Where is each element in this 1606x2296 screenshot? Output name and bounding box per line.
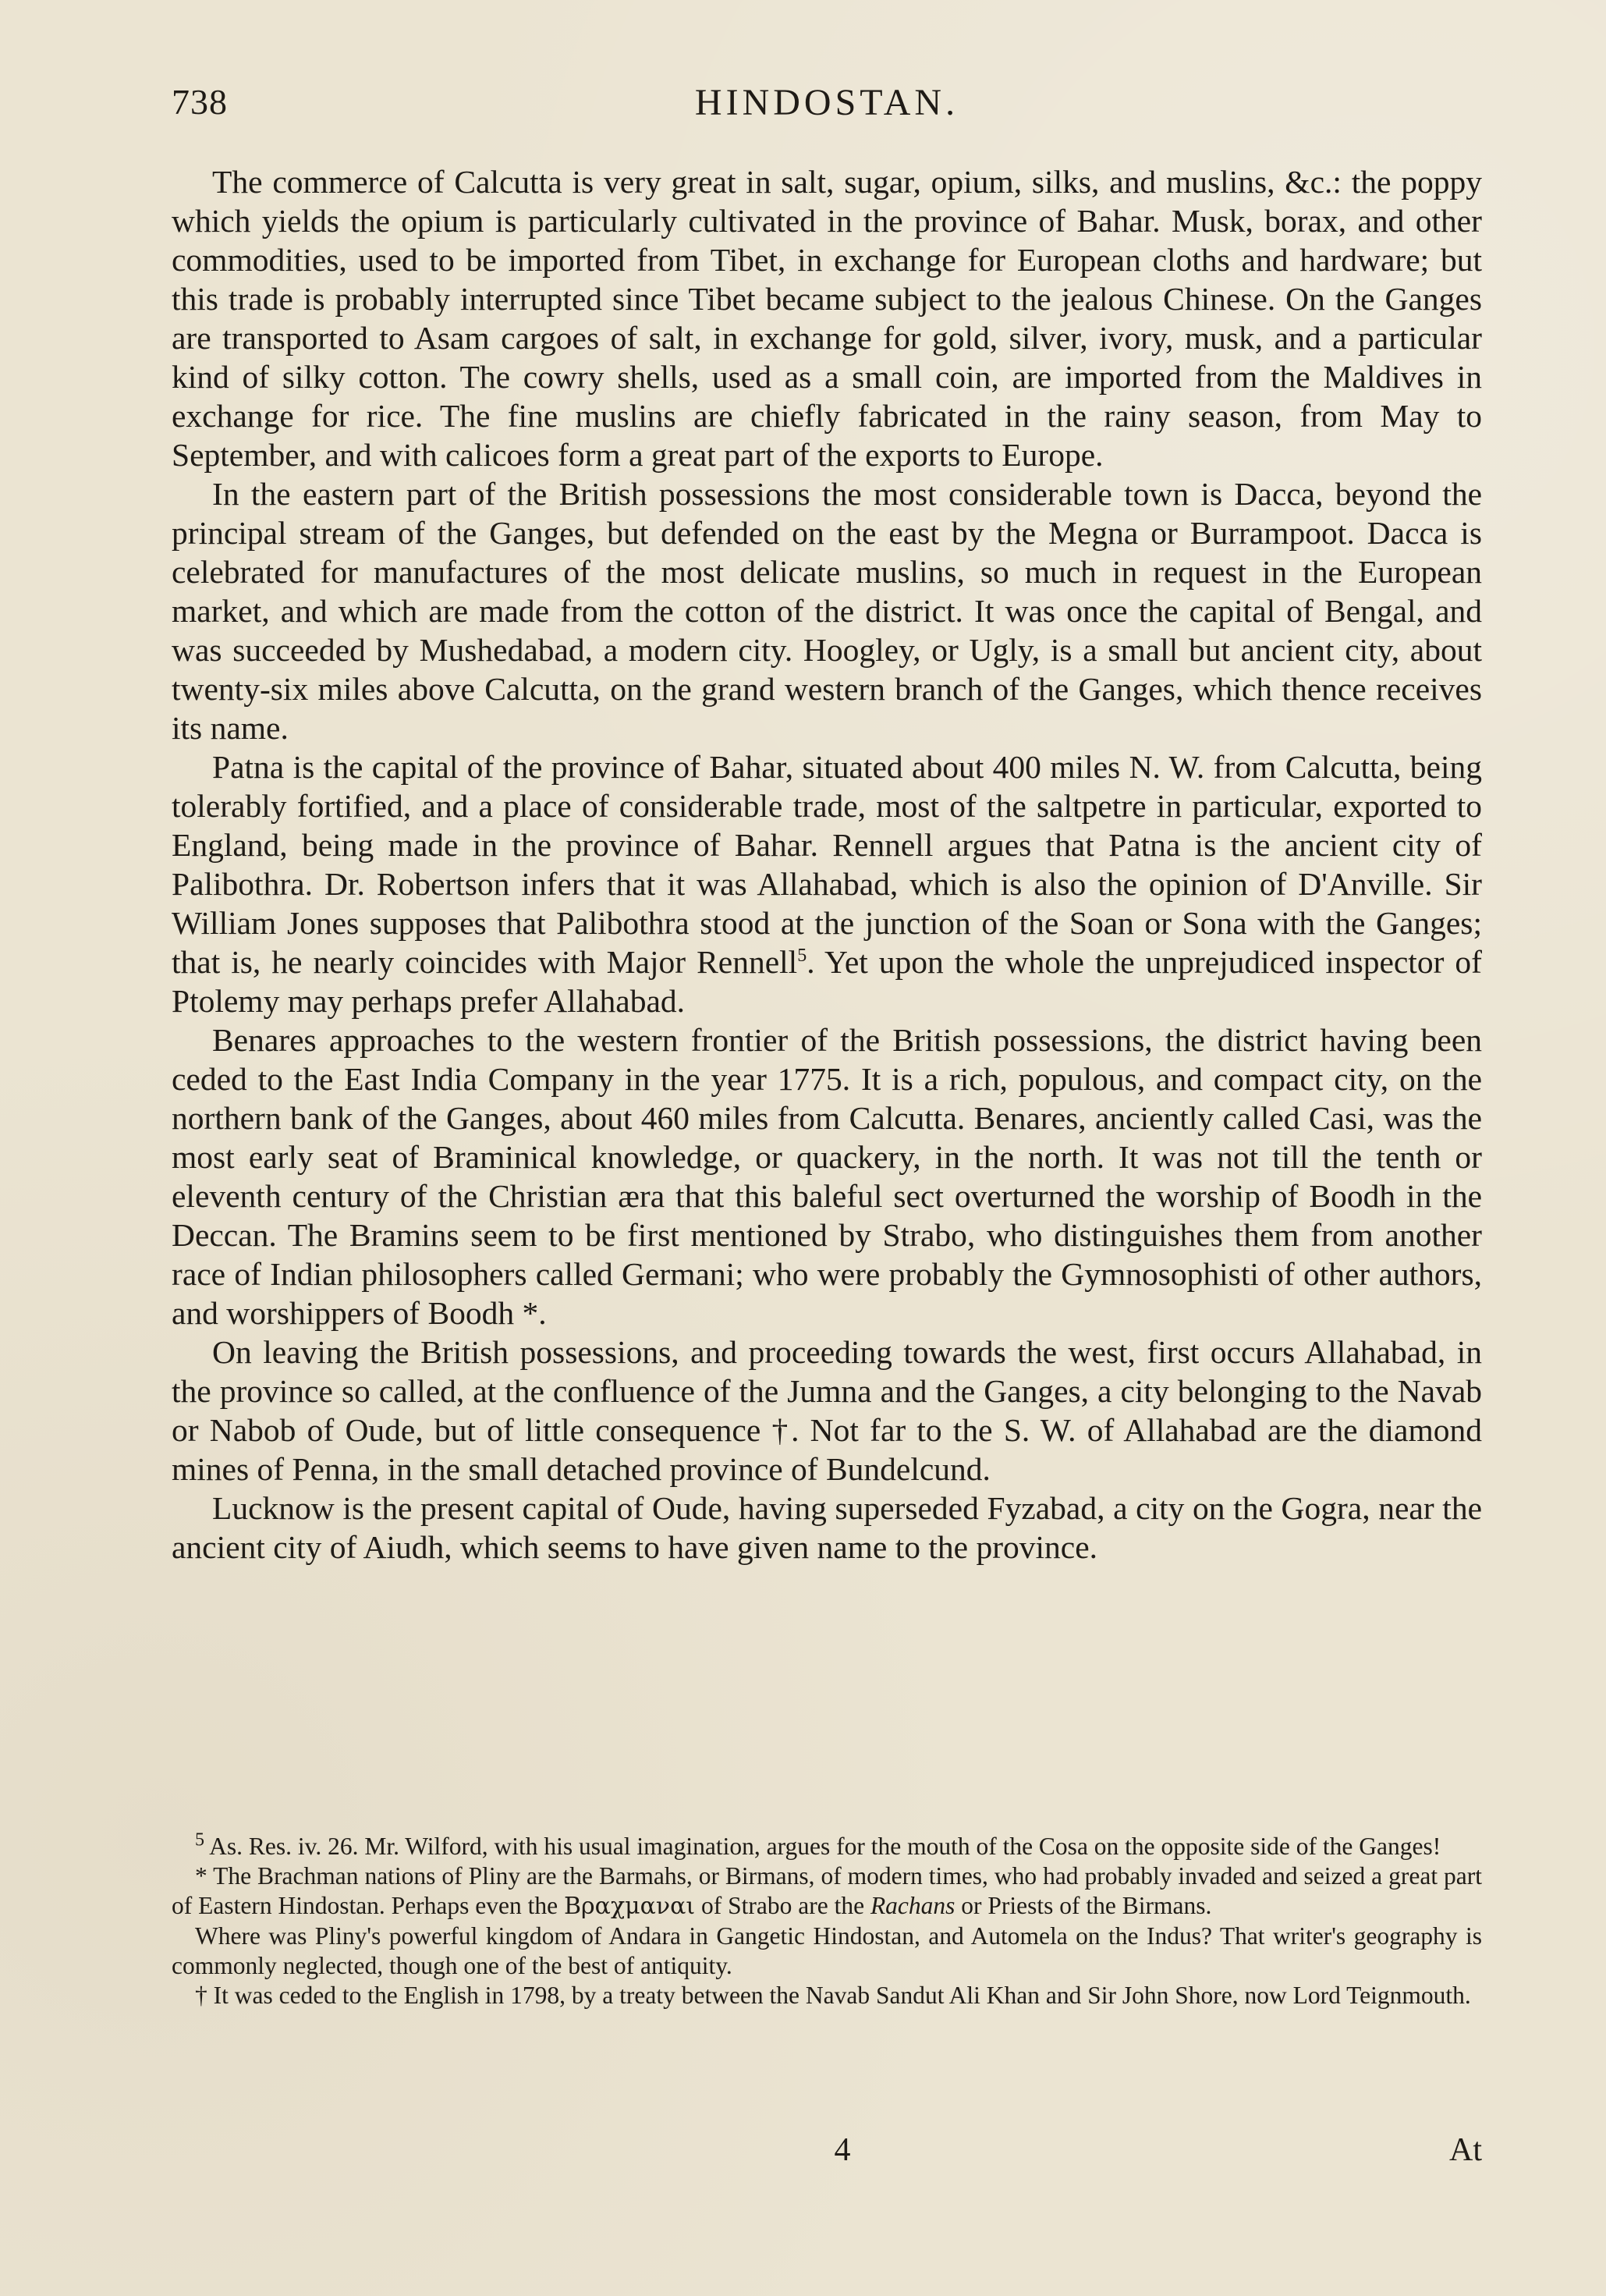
paragraph-patna-before: Patna is the capital of the province of Bahar, situated about 400 miles N. W. from Calcutta, being tolerably fortified, and a place of considerable trade, most of the saltpetre in particular, exported to England, being made in the province of Bahar. Rennell argues that Patna is the ancient city of Palibothra. Dr. Robertson infers that it was Allahabad, which is also the opinion of D'Anville. Sir William Jones supposes that Palibothra stood at the junction of the Soan or Sona with the Ganges; that is, he nearly coincides with Major Rennell — [172, 749, 1482, 980]
footnote-italic-word: Rachans — [870, 1892, 955, 1919]
paragraph-allahabad: On leaving the British possessions, and proceeding towards the west, first occurs Allahabad, in the province so called, at the confluence of the Jumna and the Ganges, a city belonging to the Navab or Nabob of Oude, but of little consequence †. Not far to the S. W. of Allahabad are the diamond mines of Penna, in the small detached province of Bundelcund. — [172, 1334, 1482, 1487]
footnote-5 — [172, 1829, 1482, 1861]
paragraph-patna-after: . Yet upon the whole the unprejudiced inspector of Ptolemy may perhaps prefer Allahabad. — [172, 944, 1482, 1019]
paragraph-dacca: In the eastern part of the British possessions the most considerable town is Dacca, beyond the principal stream of the Ganges, but defended on the east by the Megna or Burrampoot. Dacca is celebrated for manufactures of the most delicate muslins, so much in request in the European market, and which are made from the cotton of the district. It was once the capital of Bengal, and was succeeded by Mushedabad, a modern city. Hoogley, or Ugly, is a small but ancient city, about twenty-six miles above Calcutta, on the grand western branch of the Ganges, which thence receives its name. — [172, 476, 1482, 746]
footnote-asterisk-tail: or Priests of the Birmans. — [955, 1892, 1212, 1919]
footnote-greek-word: Βραχμαναι — [564, 1893, 696, 1920]
paragraph-patna — [172, 747, 1482, 1020]
footnote-asterisk — [172, 1861, 1482, 1922]
signature-mark: 4 — [834, 2132, 851, 2168]
main-text — [172, 162, 1482, 1567]
footnote-asterisk-middle: of Strabo are the — [695, 1892, 870, 1919]
footnote-asterisk-lead: * The Brachman nations of Pliny are the Barmahs, or Birmans, of modern times, who had probably invaded and seized a great part of Eastern Hindostan. Perhaps even the — [172, 1862, 1482, 1919]
paragraph-commerce: The commerce of Calcutta is very great in salt, sugar, opium, silks, and muslins, &c.: the poppy which yields the opium is particularly cultivated in the province of Bahar. Musk, borax, and other commodities, used to be imported from Tibet, in exchange for European cloths and hardware; but this trade is probably interrupted since Tibet became subject to the jealous Chinese. On the Ganges are transported to Asam cargoes of salt, in exchange for gold, silver, ivory, musk, and a particular kind of silky cotton. The cowry shells, used as a small coin, are imported from the Maldives in exchange for rice. The fine muslins are chiefly fabricated in the rainy season, from May to September, and with calicoes form a great part of the exports to Europe. — [172, 164, 1482, 473]
catchword: At — [1449, 2132, 1482, 2168]
footnote-reference-5: 5 — [797, 946, 807, 967]
footnote-dagger: † It was ceded to the English in 1798, by a treaty between the Navab Sandut Ali Khan and Sir John Shore, now Lord Teignmouth. — [195, 1982, 1471, 2009]
paragraph-benares: Benares approaches to the western frontier of the British possessions, the district having been ceded to the East India Company in the year 1775. It is a rich, populous, and compact city, on the northern bank of the Ganges, about 460 miles from Calcutta. Benares, anciently called Casi, was the most early seat of Braminical knowledge, or quackery, in the north. It was not till the tenth or eleventh century of the Christian æra that this baleful sect overturned the worship of Boodh in the Deccan. The Bramins seem to be first mentioned by Strabo, who distinguishes them from another race of Indian philosophers called Germani; who were probably the Gymnosophisti of other authors, and worshippers of Boodh *. — [172, 1022, 1482, 1331]
footnote-5-text: As. Res. iv. 26. Mr. Wilford, with his usual imagination, argues for the mouth of the Cosa on the opposite side of the Ganges! — [204, 1833, 1441, 1860]
catchline — [172, 2131, 1482, 2175]
running-head — [172, 81, 1482, 128]
paragraph-lucknow: Lucknow is the present capital of Oude, having superseded Fyzabad, a city on the Gogra, near the ancient city of Aiudh, which seems to have given name to the province. — [172, 1490, 1482, 1565]
footnotes — [172, 1829, 1482, 2010]
page-number: 738 — [172, 82, 228, 122]
footnote-5-mark: 5 — [195, 1829, 204, 1851]
running-title: HINDOSTAN. — [694, 82, 959, 123]
footnote-question: Where was Pliny's powerful kingdom of Andara in Gangetic Hindostan, and Automela on the Indus? That writer's geography is commonly neglected, though one of the best of antiquity. — [172, 1922, 1482, 1979]
